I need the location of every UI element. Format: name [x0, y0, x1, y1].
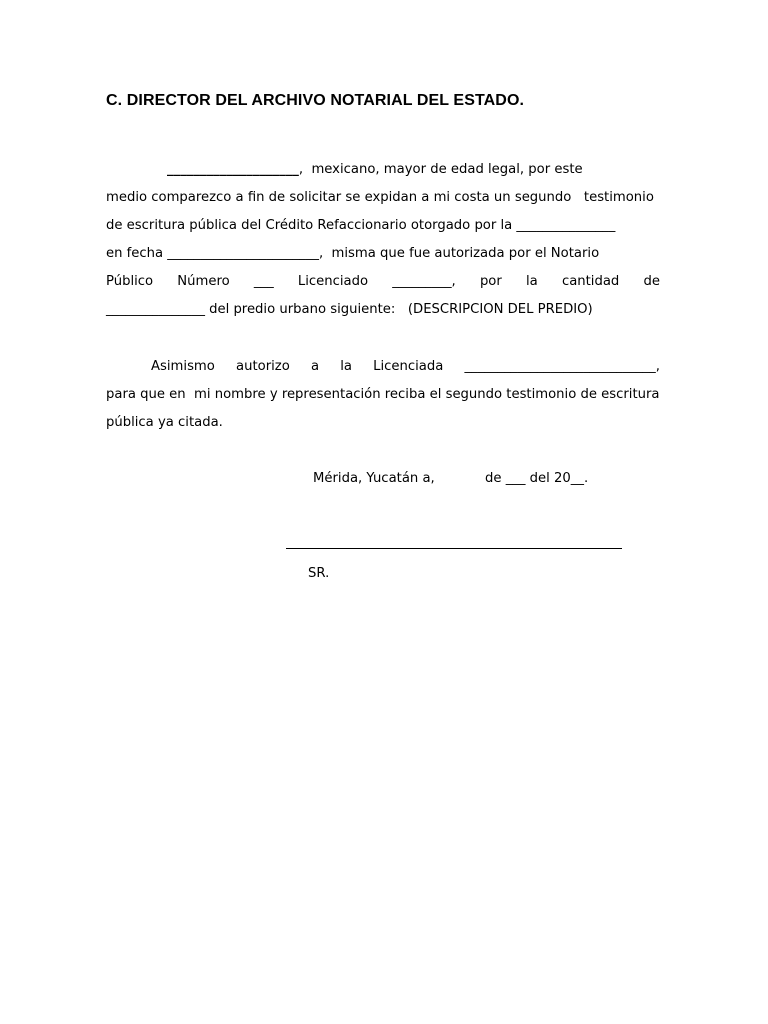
word: la — [340, 359, 352, 374]
word: de — [643, 274, 660, 289]
paragraph1-line6: _______________ del predio urbano siguiente: (DESCRIPCION DEL PREDIO) — [106, 302, 593, 317]
document-heading: C. DIRECTOR DEL ARCHIVO NOTARIAL DEL ESTADO. — [106, 92, 525, 109]
word: Licenciado — [297, 274, 369, 289]
paragraph2-line1 — [106, 358, 660, 376]
word: a — [310, 359, 320, 374]
place-date-line: Mérida, Yucatán a, de ___ del 20__. — [313, 471, 589, 486]
signature-label: SR. — [308, 566, 330, 581]
word: Número — [177, 274, 230, 289]
paragraph1-line2: medio comparezco a fin de solicitar se expidan a mi costa un segundo testimonio — [106, 190, 654, 205]
paragraph1-line3: de escritura pública del Crédito Refaccionario otorgado por la _______________ — [106, 218, 616, 233]
word: la — [526, 274, 538, 289]
paragraph2-line3: pública ya citada. — [106, 415, 223, 430]
name-blank: ____________________ — [167, 162, 299, 177]
paragraph1-line5 — [106, 273, 660, 291]
word: Público — [106, 274, 154, 289]
paragraph1-line1-text: , mexicano, mayor de edad legal, por este — [298, 162, 583, 177]
signature-line — [286, 548, 622, 549]
word: cantidad — [561, 274, 620, 289]
word: por — [479, 274, 502, 289]
paragraph2-line2: para que en mi nombre y representación reciba el segundo testimonio de escritura — [106, 387, 660, 402]
word: autorizo — [236, 359, 290, 374]
word: Licenciada — [373, 359, 444, 374]
word: _________, — [392, 274, 456, 289]
paragraph1-line4: en fecha _______________________, misma que fue autorizada por el Notario — [106, 246, 600, 261]
word: Asimismo — [151, 359, 215, 374]
word: _____________________________, — [464, 359, 660, 374]
word: ___ — [253, 274, 274, 289]
paragraph1-line1 — [106, 161, 660, 179]
